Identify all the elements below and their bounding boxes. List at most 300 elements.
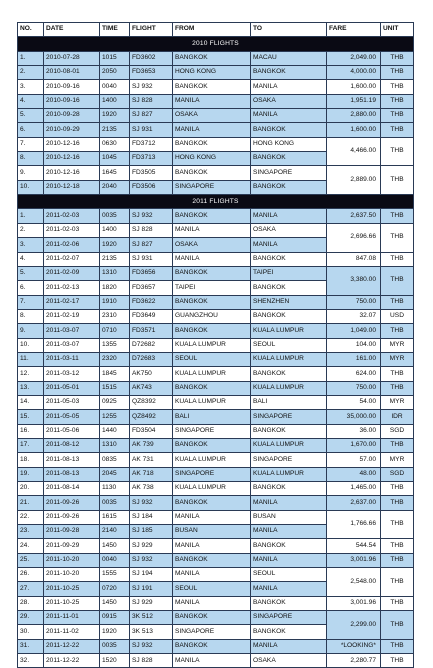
time-cell: 1255	[100, 410, 130, 424]
table-row	[18, 223, 414, 237]
row-number-cell: 4.	[18, 94, 44, 108]
unit-cell: MYR	[381, 338, 414, 352]
from-cell: HONG KONG	[173, 152, 251, 166]
row-number-cell: 12.	[18, 367, 44, 381]
unit-cell: THB	[381, 553, 414, 567]
time-cell: 0040	[100, 80, 130, 94]
unit-cell: THB	[381, 639, 414, 653]
row-number-cell: 22.	[18, 510, 44, 524]
table-row	[18, 553, 414, 567]
date-cell: 2011-02-19	[44, 309, 100, 323]
time-cell: 0035	[100, 209, 130, 223]
table-row	[18, 324, 414, 338]
unit-cell: THB	[381, 596, 414, 610]
time-cell: 2050	[100, 66, 130, 80]
row-number-cell: 6.	[18, 281, 44, 295]
fare-cell: 4,466.00	[327, 137, 381, 166]
to-cell: BANGKOK	[251, 252, 327, 266]
table-row	[18, 295, 414, 309]
table-row	[18, 496, 414, 510]
fare-cell: 2,280.77	[327, 654, 381, 668]
table-row	[18, 367, 414, 381]
from-cell: OSAKA	[173, 109, 251, 123]
col-header-no: NO.	[18, 23, 44, 37]
time-cell: 1615	[100, 510, 130, 524]
fare-cell: 2,637.00	[327, 496, 381, 510]
fare-cell: 161.00	[327, 352, 381, 366]
fare-cell: 4,000.00	[327, 66, 381, 80]
time-cell: 1820	[100, 281, 130, 295]
time-cell: 0035	[100, 639, 130, 653]
to-cell: KUALA LUMPUR	[251, 467, 327, 481]
table-row	[18, 568, 414, 582]
date-cell: 2011-11-02	[44, 625, 100, 639]
time-cell: 2135	[100, 252, 130, 266]
from-cell: BANGKOK	[173, 553, 251, 567]
from-cell: MANILA	[173, 123, 251, 137]
from-cell: BANGKOK	[173, 496, 251, 510]
to-cell: BANGKOK	[251, 66, 327, 80]
row-number-cell: 29.	[18, 611, 44, 625]
fare-cell: 2,637.50	[327, 209, 381, 223]
date-cell: 2011-09-28	[44, 525, 100, 539]
fare-cell: 2,299.00	[327, 611, 381, 640]
flight-cell: SJ 185	[130, 525, 173, 539]
flight-cell: FD3712	[130, 137, 173, 151]
fare-cell: 544.54	[327, 539, 381, 553]
from-cell: BUSAN	[173, 525, 251, 539]
time-cell: 1920	[100, 238, 130, 252]
time-cell: 0720	[100, 582, 130, 596]
fare-cell: 2,049.00	[327, 51, 381, 65]
flight-cell: SJ 932	[130, 639, 173, 653]
unit-cell: THB	[381, 381, 414, 395]
row-number-cell: 28.	[18, 596, 44, 610]
unit-cell: MYR	[381, 395, 414, 409]
table-row	[18, 596, 414, 610]
fare-cell: 2,889.00	[327, 166, 381, 195]
unit-cell: SGD	[381, 424, 414, 438]
time-cell: 1555	[100, 568, 130, 582]
table-row	[18, 94, 414, 108]
date-cell: 2011-11-01	[44, 611, 100, 625]
table-row	[18, 639, 414, 653]
fare-cell: 3,001.96	[327, 553, 381, 567]
to-cell: BANGKOK	[251, 281, 327, 295]
table-row	[18, 338, 414, 352]
table-row	[18, 51, 414, 65]
flight-cell: AK 731	[130, 453, 173, 467]
flight-cell: AK750	[130, 367, 173, 381]
to-cell: BANGKOK	[251, 482, 327, 496]
row-number-cell: 6.	[18, 123, 44, 137]
row-number-cell: 25.	[18, 553, 44, 567]
flight-cell: D72683	[130, 352, 173, 366]
flight-cell: SJ 932	[130, 80, 173, 94]
unit-cell: IDR	[381, 410, 414, 424]
fare-cell: 2,696.66	[327, 223, 381, 252]
fare-cell: 2,880.00	[327, 109, 381, 123]
from-cell: KUALA LUMPUR	[173, 395, 251, 409]
row-number-cell: 11.	[18, 352, 44, 366]
to-cell: SEOUL	[251, 568, 327, 582]
time-cell: 1920	[100, 625, 130, 639]
table-row	[18, 381, 414, 395]
time-cell: 0035	[100, 496, 130, 510]
row-number-cell: 3.	[18, 238, 44, 252]
fare-cell: 3,380.00	[327, 266, 381, 295]
to-cell: SHENZHEN	[251, 295, 327, 309]
time-cell: 1355	[100, 338, 130, 352]
fare-cell: 36.00	[327, 424, 381, 438]
unit-cell: THB	[381, 367, 414, 381]
from-cell: BANGKOK	[173, 438, 251, 452]
flight-cell: QZ8492	[130, 410, 173, 424]
to-cell: BUSAN	[251, 510, 327, 524]
to-cell: KUALA LUMPUR	[251, 352, 327, 366]
date-cell: 2011-09-26	[44, 496, 100, 510]
fare-cell: 35,000.00	[327, 410, 381, 424]
unit-cell: THB	[381, 266, 414, 295]
table-row	[18, 482, 414, 496]
unit-cell: THB	[381, 252, 414, 266]
flight-cell: SJ 929	[130, 596, 173, 610]
unit-cell: THB	[381, 482, 414, 496]
fare-cell: 1,600.00	[327, 80, 381, 94]
section-title: 2010 FLIGHTS	[18, 37, 414, 51]
from-cell: BANGKOK	[173, 137, 251, 151]
time-cell: 1400	[100, 223, 130, 237]
to-cell: MANILA	[251, 109, 327, 123]
row-number-cell: 31.	[18, 639, 44, 653]
to-cell: SINGAPORE	[251, 166, 327, 180]
date-cell: 2011-12-22	[44, 654, 100, 668]
date-cell: 2011-08-13	[44, 453, 100, 467]
fare-cell: 1,670.00	[327, 438, 381, 452]
row-number-cell: 18.	[18, 453, 44, 467]
table-row	[18, 352, 414, 366]
to-cell: HONG KONG	[251, 137, 327, 151]
date-cell: 2011-08-13	[44, 467, 100, 481]
time-cell: 2045	[100, 467, 130, 481]
col-header-unit: UNIT	[381, 23, 414, 37]
time-cell: 1645	[100, 166, 130, 180]
to-cell: MANILA	[251, 525, 327, 539]
flight-cell: FD3653	[130, 66, 173, 80]
to-cell: MANILA	[251, 209, 327, 223]
row-number-cell: 2.	[18, 223, 44, 237]
col-header-flight: FLIGHT	[130, 23, 173, 37]
from-cell: KUALA LUMPUR	[173, 453, 251, 467]
from-cell: MANILA	[173, 510, 251, 524]
time-cell: 1045	[100, 152, 130, 166]
flights-table	[17, 22, 414, 668]
from-cell: MANILA	[173, 596, 251, 610]
row-number-cell: 7.	[18, 295, 44, 309]
flight-cell: AK743	[130, 381, 173, 395]
from-cell: MANILA	[173, 223, 251, 237]
date-cell: 2010-12-16	[44, 137, 100, 151]
flight-cell: SJ 932	[130, 553, 173, 567]
to-cell: MANILA	[251, 238, 327, 252]
to-cell: SINGAPORE	[251, 611, 327, 625]
date-cell: 2011-03-07	[44, 324, 100, 338]
time-cell: 2310	[100, 309, 130, 323]
from-cell: MANILA	[173, 94, 251, 108]
fare-cell: 624.00	[327, 367, 381, 381]
section-title: 2011 FLIGHTS	[18, 195, 414, 209]
section-header-row	[18, 37, 414, 51]
from-cell: MANILA	[173, 539, 251, 553]
flight-cell: SJ 828	[130, 654, 173, 668]
table-row	[18, 654, 414, 668]
from-cell: TAIPEI	[173, 281, 251, 295]
table-row	[18, 453, 414, 467]
time-cell: 1450	[100, 539, 130, 553]
to-cell: KUALA LUMPUR	[251, 438, 327, 452]
flight-cell: SJ 828	[130, 94, 173, 108]
row-number-cell: 1.	[18, 51, 44, 65]
from-cell: KUALA LUMPUR	[173, 338, 251, 352]
time-cell: 1130	[100, 482, 130, 496]
fare-cell: 3,001.96	[327, 596, 381, 610]
flight-cell: FD3656	[130, 266, 173, 280]
flight-cell: D72682	[130, 338, 173, 352]
unit-cell: THB	[381, 123, 414, 137]
to-cell: BANGKOK	[251, 625, 327, 639]
row-number-cell: 7.	[18, 137, 44, 151]
to-cell: SINGAPORE	[251, 453, 327, 467]
table-row	[18, 266, 414, 280]
date-cell: 2011-05-03	[44, 395, 100, 409]
section-header-row	[18, 195, 414, 209]
flight-cell: FD3713	[130, 152, 173, 166]
row-number-cell: 27.	[18, 582, 44, 596]
from-cell: BANGKOK	[173, 51, 251, 65]
to-cell: KUALA LUMPUR	[251, 381, 327, 395]
from-cell: BALI	[173, 410, 251, 424]
row-number-cell: 10.	[18, 338, 44, 352]
date-cell: 2011-08-14	[44, 482, 100, 496]
from-cell: KUALA LUMPUR	[173, 367, 251, 381]
time-cell: 0710	[100, 324, 130, 338]
row-number-cell: 8.	[18, 152, 44, 166]
unit-cell: THB	[381, 539, 414, 553]
from-cell: BANGKOK	[173, 80, 251, 94]
to-cell: TAIPEI	[251, 266, 327, 280]
row-number-cell: 13.	[18, 381, 44, 395]
date-cell: 2011-03-12	[44, 367, 100, 381]
date-cell: 2011-02-13	[44, 281, 100, 295]
date-cell: 2010-09-16	[44, 94, 100, 108]
unit-cell: THB	[381, 137, 414, 166]
unit-cell: THB	[381, 94, 414, 108]
table-row	[18, 410, 414, 424]
row-number-cell: 5.	[18, 109, 44, 123]
date-cell: 2011-10-20	[44, 568, 100, 582]
date-cell: 2010-07-28	[44, 51, 100, 65]
date-cell: 2011-10-20	[44, 553, 100, 567]
from-cell: GUANGZHOU	[173, 309, 251, 323]
row-number-cell: 9.	[18, 324, 44, 338]
row-number-cell: 9.	[18, 166, 44, 180]
to-cell: KUALA LUMPUR	[251, 324, 327, 338]
row-number-cell: 17.	[18, 438, 44, 452]
to-cell: OSAKA	[251, 654, 327, 668]
unit-cell: USD	[381, 309, 414, 323]
row-number-cell: 30.	[18, 625, 44, 639]
fare-cell: 48.00	[327, 467, 381, 481]
from-cell: SINGAPORE	[173, 625, 251, 639]
unit-cell: THB	[381, 496, 414, 510]
to-cell: MANILA	[251, 553, 327, 567]
from-cell: SEOUL	[173, 352, 251, 366]
date-cell: 2011-09-26	[44, 510, 100, 524]
flight-cell: 3K 512	[130, 611, 173, 625]
date-cell: 2011-02-06	[44, 238, 100, 252]
flight-cell: SJ 931	[130, 252, 173, 266]
to-cell: MACAU	[251, 51, 327, 65]
fare-cell: 32.07	[327, 309, 381, 323]
date-cell: 2011-08-12	[44, 438, 100, 452]
flight-cell: FD3571	[130, 324, 173, 338]
time-cell: 1515	[100, 381, 130, 395]
from-cell: KUALA LUMPUR	[173, 482, 251, 496]
unit-cell: SGD	[381, 467, 414, 481]
fare-cell: 104.00	[327, 338, 381, 352]
time-cell: 0630	[100, 137, 130, 151]
flight-cell: FD3657	[130, 281, 173, 295]
flight-cell: FD3506	[130, 180, 173, 194]
unit-cell: THB	[381, 66, 414, 80]
fare-cell: 1,766.66	[327, 510, 381, 539]
time-cell: 0915	[100, 611, 130, 625]
row-number-cell: 24.	[18, 539, 44, 553]
unit-cell: THB	[381, 166, 414, 195]
row-number-cell: 10.	[18, 180, 44, 194]
flight-cell: FD3602	[130, 51, 173, 65]
flight-cell: FD3504	[130, 424, 173, 438]
time-cell: 1400	[100, 94, 130, 108]
date-cell: 2010-09-16	[44, 80, 100, 94]
from-cell: BANGKOK	[173, 266, 251, 280]
flight-cell: SJ 931	[130, 123, 173, 137]
table-row	[18, 510, 414, 524]
time-cell: 0040	[100, 553, 130, 567]
table-row	[18, 611, 414, 625]
fare-cell: 1,049.00	[327, 324, 381, 338]
date-cell: 2010-12-16	[44, 166, 100, 180]
flight-cell: SJ 828	[130, 223, 173, 237]
from-cell: SEOUL	[173, 582, 251, 596]
from-cell: OSAKA	[173, 238, 251, 252]
header-row	[18, 23, 414, 37]
time-cell: 1440	[100, 424, 130, 438]
row-number-cell: 2.	[18, 66, 44, 80]
flight-cell: FD3649	[130, 309, 173, 323]
flight-cell: SJ 932	[130, 209, 173, 223]
unit-cell: THB	[381, 568, 414, 597]
flight-cell: SJ 194	[130, 568, 173, 582]
flight-cell: SJ 932	[130, 496, 173, 510]
time-cell: 1910	[100, 295, 130, 309]
table-row	[18, 424, 414, 438]
flights-body	[18, 37, 414, 668]
table-row	[18, 166, 414, 180]
unit-cell: THB	[381, 438, 414, 452]
time-cell: 2320	[100, 352, 130, 366]
time-cell: 1520	[100, 654, 130, 668]
date-cell: 2011-05-06	[44, 424, 100, 438]
to-cell: MANILA	[251, 639, 327, 653]
table-row	[18, 467, 414, 481]
table-row	[18, 438, 414, 452]
row-number-cell: 5.	[18, 266, 44, 280]
flight-cell: SJ 827	[130, 238, 173, 252]
unit-cell: THB	[381, 611, 414, 640]
unit-cell: THB	[381, 80, 414, 94]
date-cell: 2010-12-18	[44, 180, 100, 194]
date-cell: 2011-02-07	[44, 252, 100, 266]
to-cell: MANILA	[251, 582, 327, 596]
to-cell: BANGKOK	[251, 424, 327, 438]
from-cell: SINGAPORE	[173, 180, 251, 194]
flight-cell: FD3622	[130, 295, 173, 309]
row-number-cell: 16.	[18, 424, 44, 438]
flight-cell: SJ 929	[130, 539, 173, 553]
time-cell: 1845	[100, 367, 130, 381]
row-number-cell: 4.	[18, 252, 44, 266]
table-row	[18, 123, 414, 137]
fare-cell: 750.00	[327, 381, 381, 395]
row-number-cell: 1.	[18, 209, 44, 223]
flight-cell: SJ 827	[130, 109, 173, 123]
date-cell: 2011-03-11	[44, 352, 100, 366]
to-cell: OSAKA	[251, 223, 327, 237]
fare-cell: 1,600.00	[327, 123, 381, 137]
flight-cell: QZ8392	[130, 395, 173, 409]
to-cell: BANGKOK	[251, 539, 327, 553]
to-cell: OSAKA	[251, 94, 327, 108]
from-cell: HONG KONG	[173, 66, 251, 80]
from-cell: BANGKOK	[173, 611, 251, 625]
row-number-cell: 21.	[18, 496, 44, 510]
date-cell: 2011-02-17	[44, 295, 100, 309]
from-cell: BANGKOK	[173, 209, 251, 223]
unit-cell: THB	[381, 51, 414, 65]
fare-cell: 57.00	[327, 453, 381, 467]
col-header-fare: FARE	[327, 23, 381, 37]
from-cell: MANILA	[173, 568, 251, 582]
date-cell: 2011-05-01	[44, 381, 100, 395]
row-number-cell: 15.	[18, 410, 44, 424]
flight-cell: FD3505	[130, 166, 173, 180]
time-cell: 1015	[100, 51, 130, 65]
date-cell: 2011-02-03	[44, 223, 100, 237]
date-cell: 2010-09-28	[44, 109, 100, 123]
row-number-cell: 23.	[18, 525, 44, 539]
fare-cell: 2,548.00	[327, 568, 381, 597]
to-cell: SEOUL	[251, 338, 327, 352]
date-cell: 2011-05-05	[44, 410, 100, 424]
flight-cell: 3K 513	[130, 625, 173, 639]
to-cell: BANGKOK	[251, 123, 327, 137]
from-cell: BANGKOK	[173, 295, 251, 309]
from-cell: BANGKOK	[173, 381, 251, 395]
flights-sheet	[17, 22, 413, 668]
unit-cell: THB	[381, 295, 414, 309]
fare-cell: *LOOKING*	[327, 639, 381, 653]
